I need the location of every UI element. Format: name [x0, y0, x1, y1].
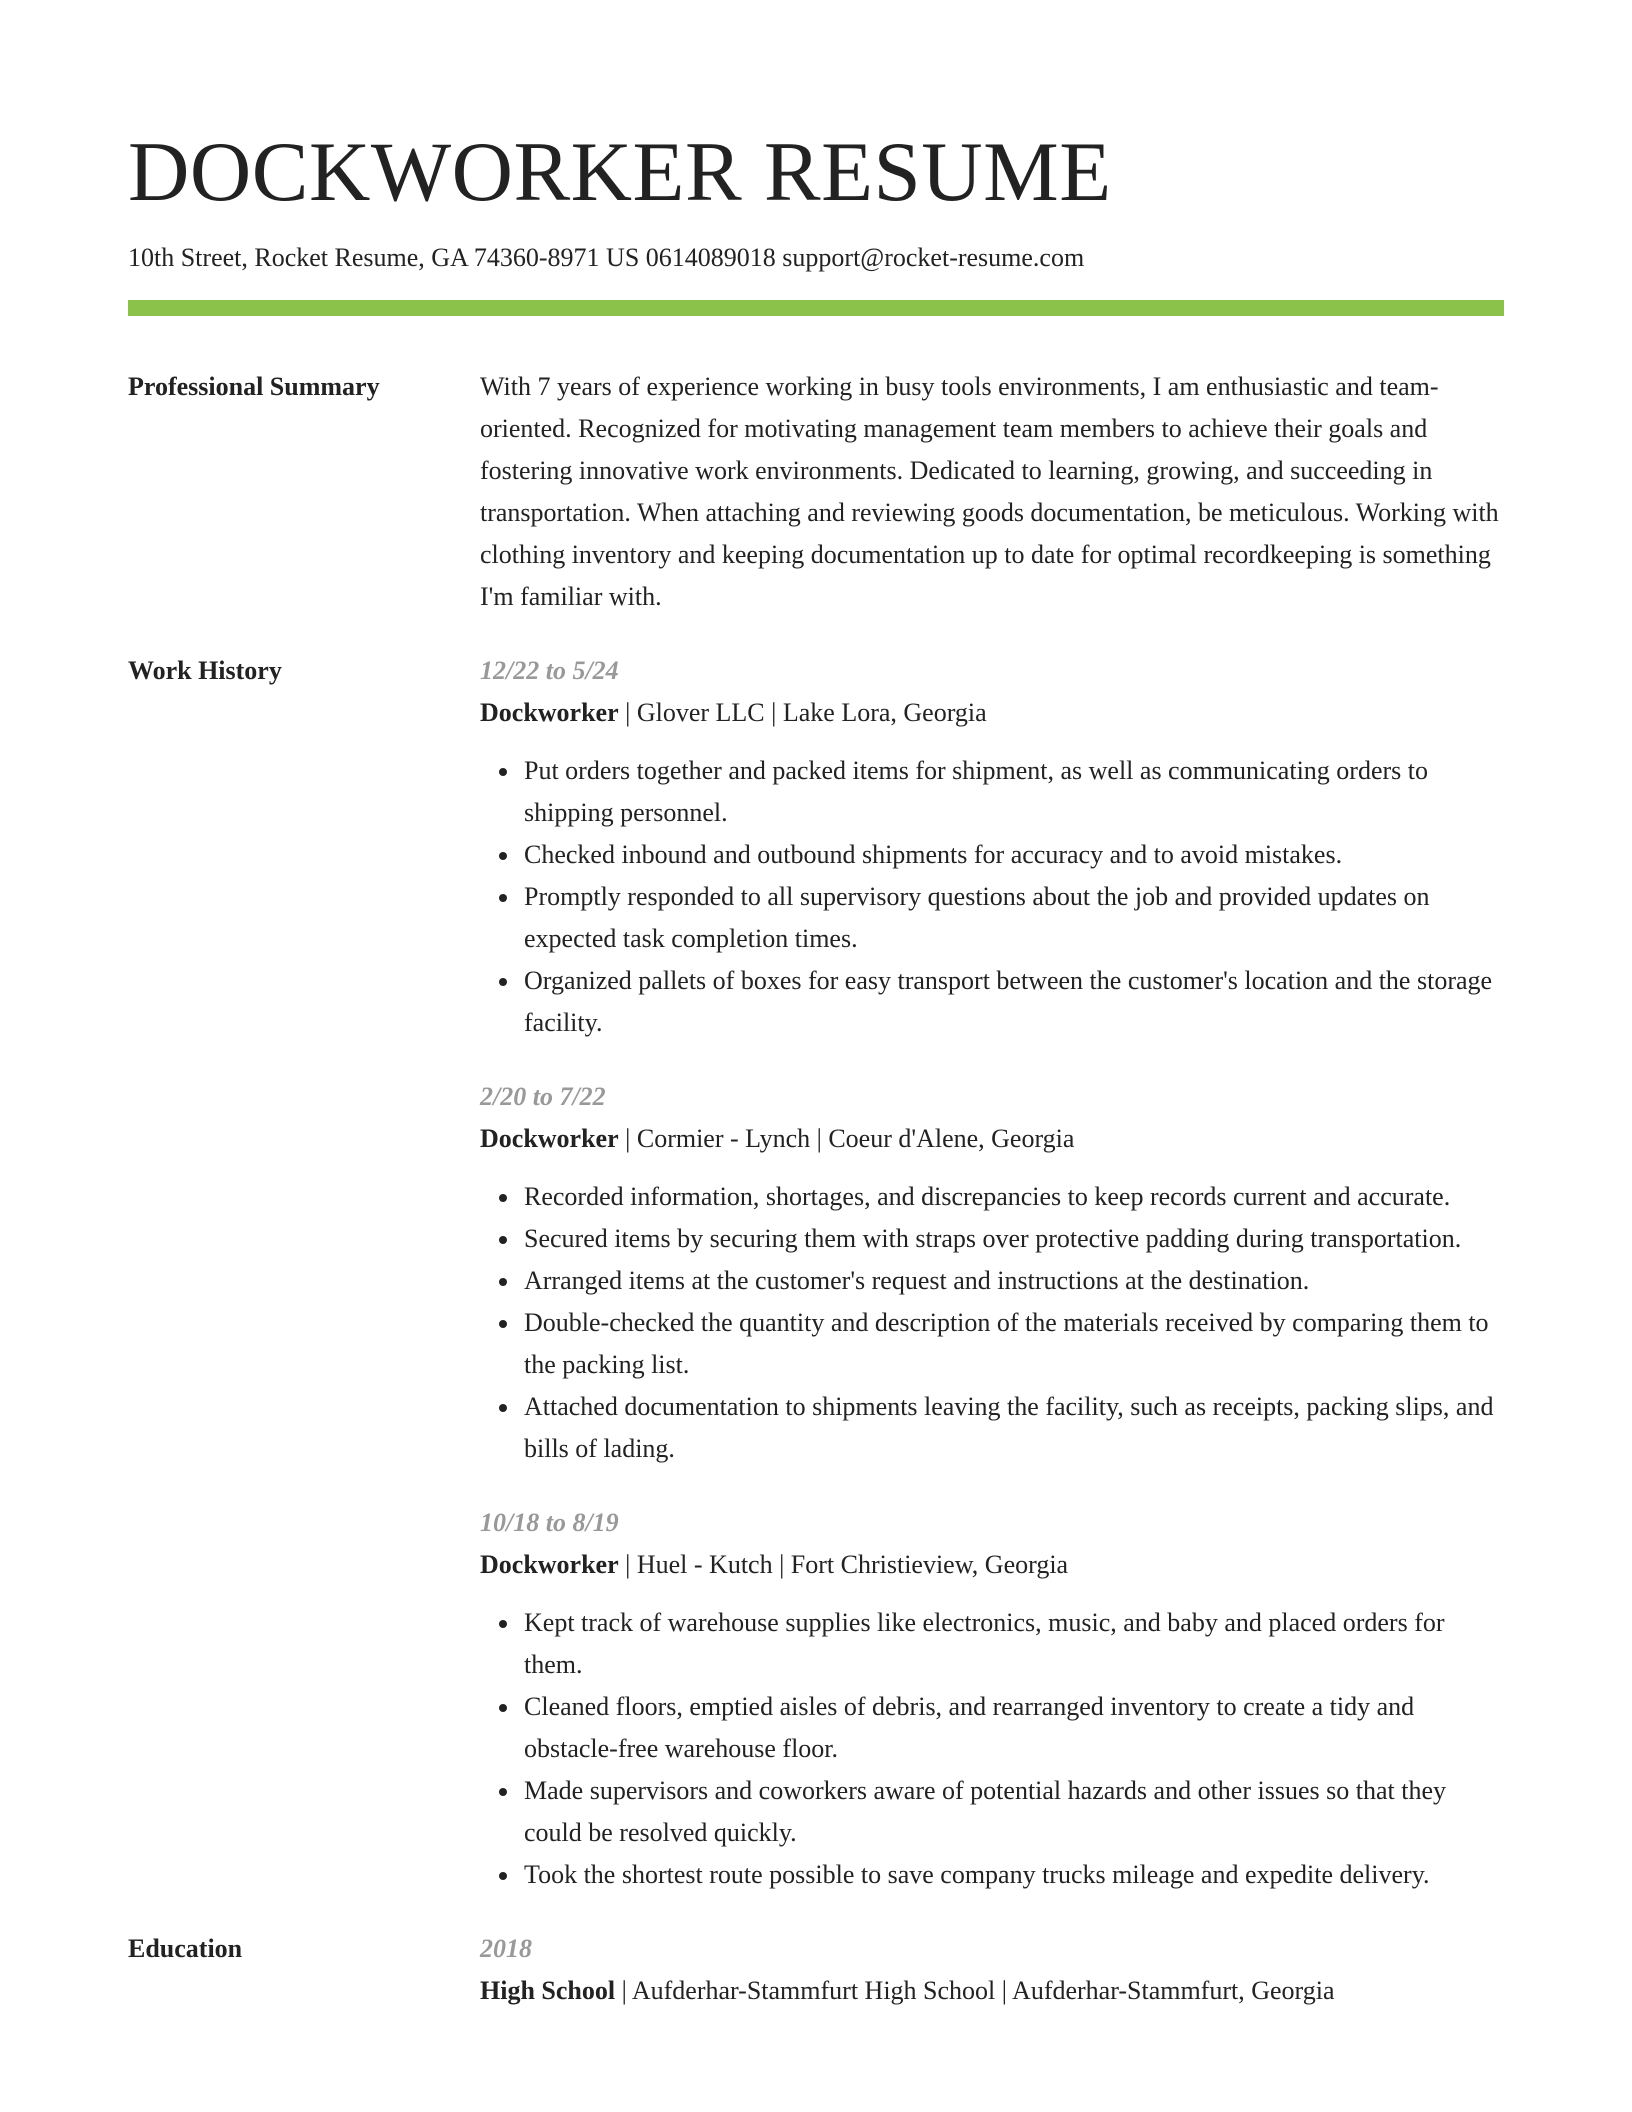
list-item: Took the shortest route possible to save company trucks mileage and expedite delivery.: [524, 1854, 1504, 1896]
section-body: [480, 650, 1504, 1896]
section-body: [480, 366, 1504, 618]
section-heading: Work History: [128, 656, 282, 685]
job-date: 10/18 to 8/19: [480, 1508, 619, 1537]
section-heading: Education: [128, 1934, 243, 1963]
job-duties-list: [480, 1602, 1504, 1896]
job-heading: [480, 692, 1504, 734]
job-title: Dockworker: [480, 698, 619, 727]
summary-text: With 7 years of experience working in busy tools environments, I am enthusiastic and team-oriented. Recognized for motivating management team members to achieve their goals and fostering innovative work environments. Dedicated to learning, growing, and succeeding in transportation. When attaching and reviewing goods documentation, be meticulous. Working with clothing inventory and keeping documentation up to date for optimal recordkeeping is something I'm familiar with.: [480, 372, 1499, 611]
list-item: Promptly responded to all supervisory questions about the job and provided updates on expected task completion times.: [524, 876, 1504, 960]
resume-title: DOCKWORKER RESUME: [128, 125, 1112, 219]
job-date: 12/22 to 5/24: [480, 656, 619, 685]
job-entry: [480, 650, 1504, 1044]
list-item: Checked inbound and outbound shipments for accuracy and to avoid mistakes.: [524, 834, 1504, 876]
education-heading: [480, 1970, 1504, 2012]
education-date: 2018: [480, 1934, 532, 1963]
list-item: Recorded information, shortages, and discrepancies to keep records current and accurate.: [524, 1176, 1504, 1218]
work-history-section: [128, 650, 1504, 1896]
section-body: [480, 1928, 1504, 2012]
job-date: 2/20 to 7/22: [480, 1082, 606, 1111]
resume-page: [128, 0, 1504, 2012]
professional-summary-section: [128, 366, 1504, 618]
degree: High School: [480, 1976, 616, 2005]
list-item: Cleaned floors, emptied aisles of debris, and rearranged inventory to create a tidy and obstacle-free warehouse floor.: [524, 1686, 1504, 1770]
education-entry: [480, 1928, 1504, 2012]
job-entry: [480, 1502, 1504, 1896]
job-employer-location: | Glover LLC | Lake Lora, Georgia: [618, 698, 987, 727]
education-section: [128, 1928, 1504, 2012]
section-heading: Professional Summary: [128, 372, 380, 401]
job-heading: [480, 1118, 1504, 1160]
list-item: Arranged items at the customer's request and instructions at the destination.: [524, 1260, 1504, 1302]
job-employer-location: | Huel - Kutch | Fort Christieview, Georgia: [618, 1550, 1069, 1579]
job-title: Dockworker: [480, 1124, 619, 1153]
contact-line: 10th Street, Rocket Resume, GA 74360-8971 US 0614089018 support@rocket-resume.com: [128, 243, 1085, 272]
list-item: Made supervisors and coworkers aware of potential hazards and other issues so that they could be resolved quickly.: [524, 1770, 1504, 1854]
accent-divider: [128, 300, 1504, 316]
list-item: Double-checked the quantity and description of the materials received by comparing them to the packing list.: [524, 1302, 1504, 1386]
list-item: Organized pallets of boxes for easy transport between the customer's location and the storage facility.: [524, 960, 1504, 1044]
list-item: Attached documentation to shipments leaving the facility, such as receipts, packing slips, and bills of lading.: [524, 1386, 1504, 1470]
job-duties-list: [480, 1176, 1504, 1470]
job-duties-list: [480, 750, 1504, 1044]
job-employer-location: | Cormier - Lynch | Coeur d'Alene, Georgia: [618, 1124, 1075, 1153]
job-heading: [480, 1544, 1504, 1586]
school-location: | Aufderhar-Stammfurt High School | Aufderhar-Stammfurt, Georgia: [615, 1976, 1335, 2005]
list-item: Put orders together and packed items for shipment, as well as communicating orders to shipping personnel.: [524, 750, 1504, 834]
job-title: Dockworker: [480, 1550, 619, 1579]
list-item: Kept track of warehouse supplies like electronics, music, and baby and placed orders for them.: [524, 1602, 1504, 1686]
job-entry: [480, 1076, 1504, 1470]
list-item: Secured items by securing them with straps over protective padding during transportation.: [524, 1218, 1504, 1260]
